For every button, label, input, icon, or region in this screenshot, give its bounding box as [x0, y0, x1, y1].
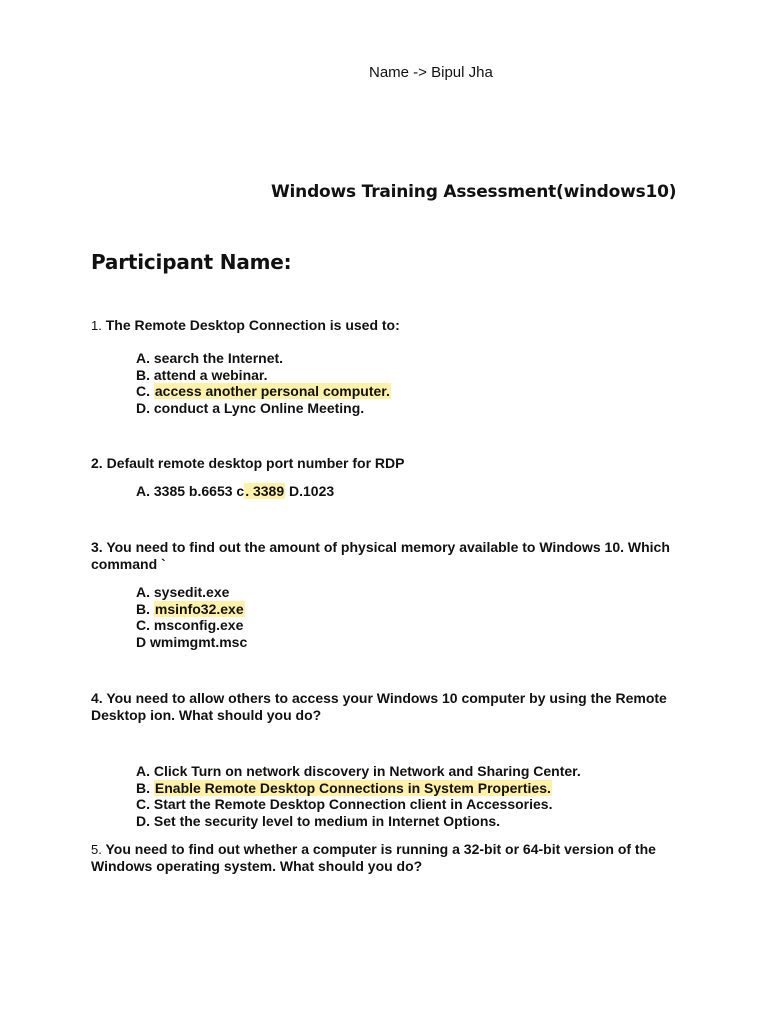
question-3	[91, 539, 681, 573]
answer-highlight: msinfo32.exe	[154, 600, 244, 617]
answer-highlight: access another personal computer.	[154, 383, 390, 400]
question-2	[91, 455, 681, 472]
participant-name-label: Participant Name:	[91, 250, 292, 274]
question-text: Default remote desktop port number for RDP	[106, 455, 405, 471]
question-3-options	[136, 584, 247, 651]
question-number: 2.	[91, 455, 103, 471]
question-5	[91, 841, 681, 875]
option-a: A. sysedit.exe	[136, 584, 230, 600]
question-number: 4.	[91, 690, 103, 706]
answer-highlight: . 3389	[245, 483, 285, 499]
question-number: 1.	[91, 318, 102, 333]
option-b-highlighted: B. Enable Remote Desktop Connections in System Properties.	[136, 779, 551, 796]
option-c: C. msconfig.exe	[136, 617, 244, 634]
option-d: D. Set the security level to medium in Internet Options.	[136, 813, 501, 830]
question-number: 3.	[91, 539, 103, 555]
option-c: C. Start the Remote Desktop Connection client in Accessories.	[136, 796, 553, 813]
question-text: The Remote Desktop Connection is used to:	[105, 317, 400, 333]
question-text: You need to find out whether a computer is running a 32-bit or 64-bit version of the Windows operating system. What should you do?	[91, 841, 656, 874]
author-name: Name -> Bipul Jha	[369, 64, 493, 81]
question-text: You need to allow others to access your Windows 10 computer by using the Remote Desktop ion. What should you do?	[91, 690, 667, 723]
option-b-highlighted: B. msinfo32.exe	[136, 600, 244, 617]
option-c-highlighted: C. access another personal computer.	[136, 383, 390, 400]
question-number: 5.	[91, 842, 102, 857]
option-a: A. Click Turn on network discovery in Network and Sharing Center.	[136, 763, 581, 779]
options-line: A. 3385 b.6653 c. 3389 D.1023	[136, 483, 335, 499]
question-4	[91, 690, 681, 724]
question-1	[91, 317, 681, 334]
document-title: Windows Training Assessment(windows10)	[271, 182, 677, 202]
question-text: You need to find out the amount of physical memory available to Windows 10. Which command `	[91, 539, 670, 572]
option-b: B. attend a webinar.	[136, 366, 268, 383]
answer-highlight: Enable Remote Desktop Connections in System Properties.	[154, 779, 551, 796]
question-2-options	[136, 483, 334, 500]
question-1-options	[136, 350, 391, 417]
question-4-options	[136, 763, 581, 830]
option-a: A. search the Internet.	[136, 350, 284, 366]
option-d: D wmimgmt.msc	[136, 634, 248, 651]
option-d: D. conduct a Lync Online Meeting.	[136, 400, 365, 417]
